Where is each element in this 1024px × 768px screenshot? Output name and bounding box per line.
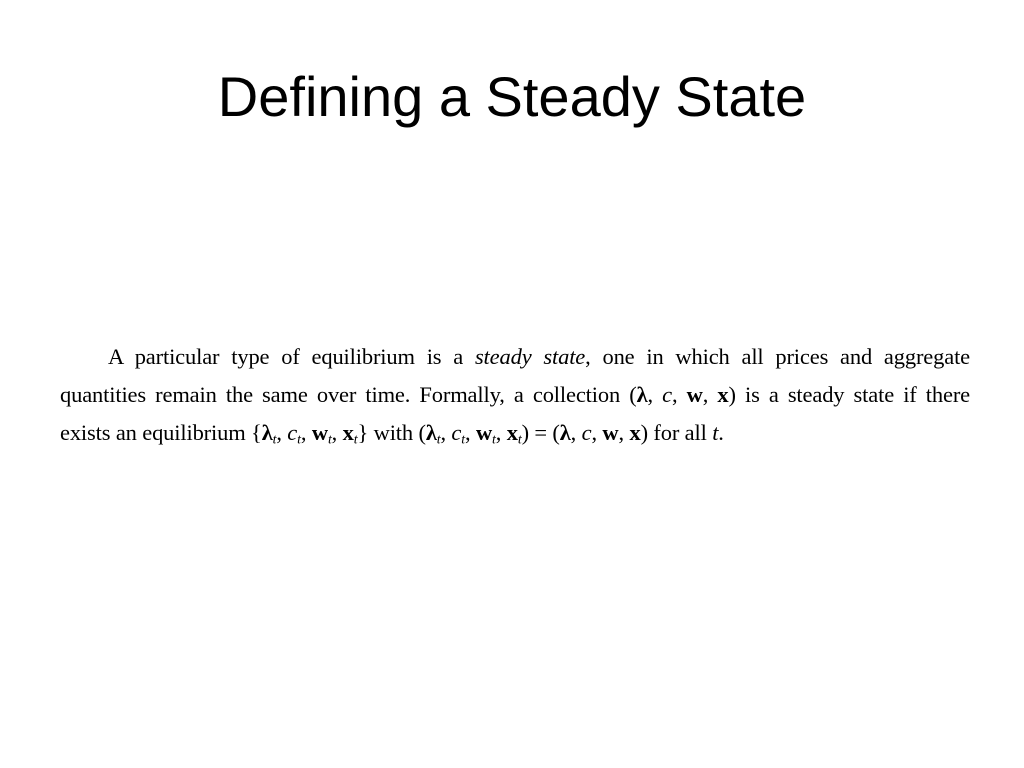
math-sep: , xyxy=(331,420,343,445)
math-w: w xyxy=(475,420,493,445)
excerpt-line-3 xyxy=(60,414,970,452)
text-excerpt xyxy=(60,338,970,452)
math-sep: , xyxy=(440,420,452,445)
math-sep: , xyxy=(591,420,603,445)
text-run: ) = ( xyxy=(521,420,560,445)
math-c: c xyxy=(451,420,462,445)
math-t: t xyxy=(712,420,719,445)
math-lambda: λ xyxy=(559,420,571,445)
math-sep: , xyxy=(618,420,630,445)
text-run: exists an equilibrium { xyxy=(60,420,262,445)
math-subscript-t: t xyxy=(492,432,496,448)
math-sep: , xyxy=(671,382,687,407)
math-sep: , xyxy=(276,420,288,445)
text-run: ) is a steady state if there xyxy=(728,382,971,407)
math-w: w xyxy=(602,420,619,445)
math-subscript-t: t xyxy=(461,432,465,448)
text-run: for all xyxy=(647,420,713,445)
math-w: w xyxy=(686,382,703,407)
math-sep: , xyxy=(495,420,507,445)
math-x: x xyxy=(342,420,354,445)
text-run: quantities remain the same over time. Formally, a collection ( xyxy=(60,382,637,407)
slide-title: Defining a Steady State xyxy=(217,65,807,128)
excerpt-line-1 xyxy=(60,338,970,376)
math-subscript-t: t xyxy=(272,432,277,448)
math-subscript-t: t xyxy=(436,432,441,448)
math-sep: , xyxy=(570,420,582,445)
math-sep: , xyxy=(300,420,312,445)
math-c: c xyxy=(287,420,298,445)
math-c: c xyxy=(662,382,672,407)
math-sep: , xyxy=(464,420,476,445)
math-subscript-t: t xyxy=(517,432,522,448)
math-x: x xyxy=(717,382,729,407)
text-run: ) xyxy=(640,420,648,445)
math-sep: , xyxy=(702,382,718,407)
math-subscript-t: t xyxy=(327,432,332,448)
math-lambda: λ xyxy=(425,420,437,445)
math-lambda: λ xyxy=(636,382,648,407)
math-w: w xyxy=(311,420,328,445)
text-run: } with ( xyxy=(357,420,426,445)
math-c: c xyxy=(581,420,592,445)
math-x: x xyxy=(506,420,518,445)
text-run: A particular type of equilibrium is a xyxy=(108,344,475,369)
text-run: . xyxy=(718,420,724,445)
math-subscript-t: t xyxy=(353,432,358,448)
steady-state-term: steady state xyxy=(474,344,586,369)
math-lambda: λ xyxy=(261,420,273,445)
text-run: , one in which all prices and aggregate xyxy=(585,344,971,369)
math-sep: , xyxy=(647,382,663,407)
math-subscript-t: t xyxy=(297,432,301,448)
math-x: x xyxy=(629,420,641,445)
excerpt-line-2 xyxy=(60,376,970,414)
